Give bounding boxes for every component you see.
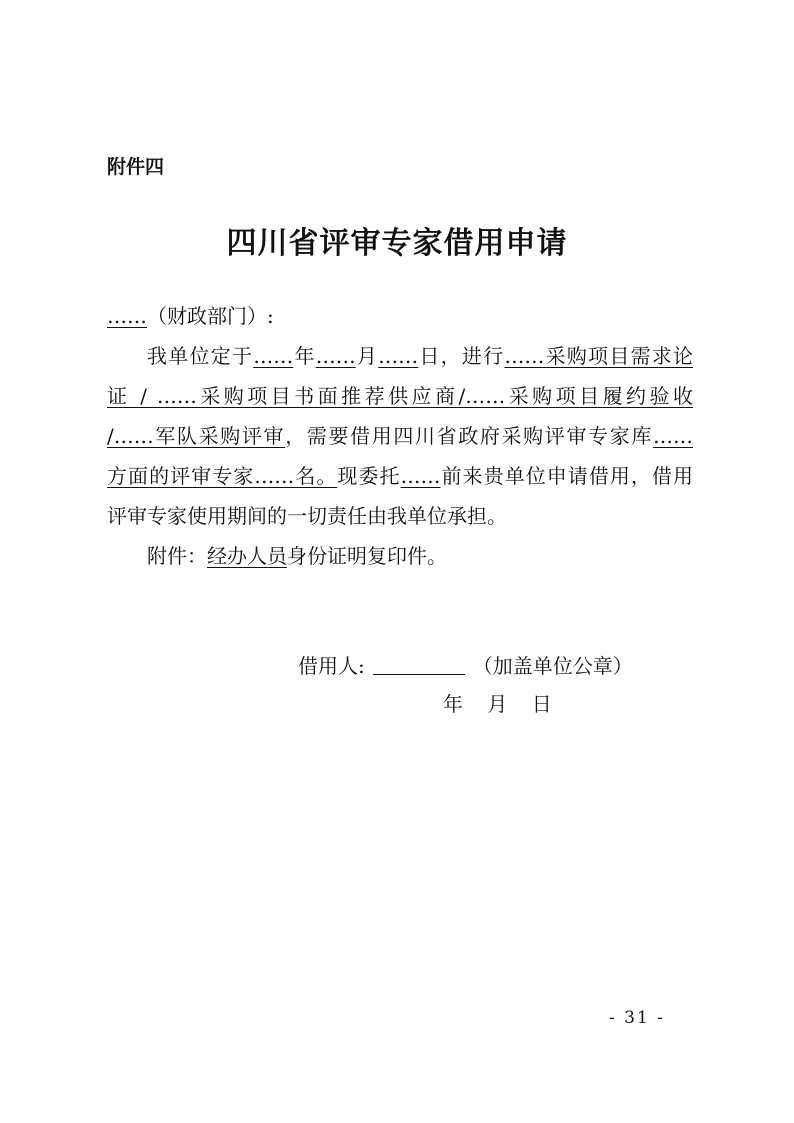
page-number: - 31 - [609, 1008, 665, 1028]
body-line-3 [107, 418, 693, 454]
text-segment: 现委托 [337, 464, 401, 488]
operator-text: 经办人员 [207, 544, 287, 568]
addressee-blank: …… [107, 304, 147, 328]
body-line-2 [107, 378, 693, 414]
addressee-line [107, 298, 274, 334]
text-segment: ，需要借用四川省政府采购评审专家库 [285, 424, 653, 448]
year-blank: …… [253, 344, 294, 368]
field-blank: …… [653, 424, 693, 448]
body-line-1 [147, 338, 693, 374]
seal-note: （加盖单位公章） [472, 654, 633, 678]
addressee-dept: （财政部门）: [147, 304, 274, 328]
signature-line [298, 648, 633, 684]
expert-count-text: 方面的评审专家……名。 [107, 464, 338, 488]
text-segment: 日，进行 [418, 344, 505, 368]
purpose-text: 证 / ……采购项目书面推荐供应商/……采购项目履约验收 [107, 384, 693, 408]
text-segment: 前来贵单位申请借用，借用 [440, 464, 694, 488]
text-segment: 身份证明复印件。 [287, 544, 447, 568]
text-segment: 月 [355, 344, 379, 368]
text-segment: 附件： [147, 544, 207, 568]
purpose-text: ……采购项目需求论 [504, 344, 694, 368]
delegate-blank: …… [400, 464, 441, 488]
signature-blank [373, 654, 465, 675]
attachment-note [147, 538, 447, 574]
text-segment: 评审专家使用期间的一切责任由我单位承担。 [107, 504, 507, 528]
borrower-label: 借用人: [298, 654, 365, 678]
purpose-text: /……军队采购评审 [107, 424, 286, 448]
text-segment: 年 [293, 344, 316, 368]
day-blank: …… [378, 344, 419, 368]
text-segment: 我单位定于 [147, 344, 254, 368]
month-blank: …… [315, 344, 356, 368]
body-line-5 [107, 498, 507, 534]
body-line-4 [107, 458, 693, 494]
date-line: 年 月 日 [443, 692, 552, 716]
attachment-label: 附件四 [107, 156, 165, 178]
document-title: 四川省评审专家借用申请 [226, 226, 568, 261]
